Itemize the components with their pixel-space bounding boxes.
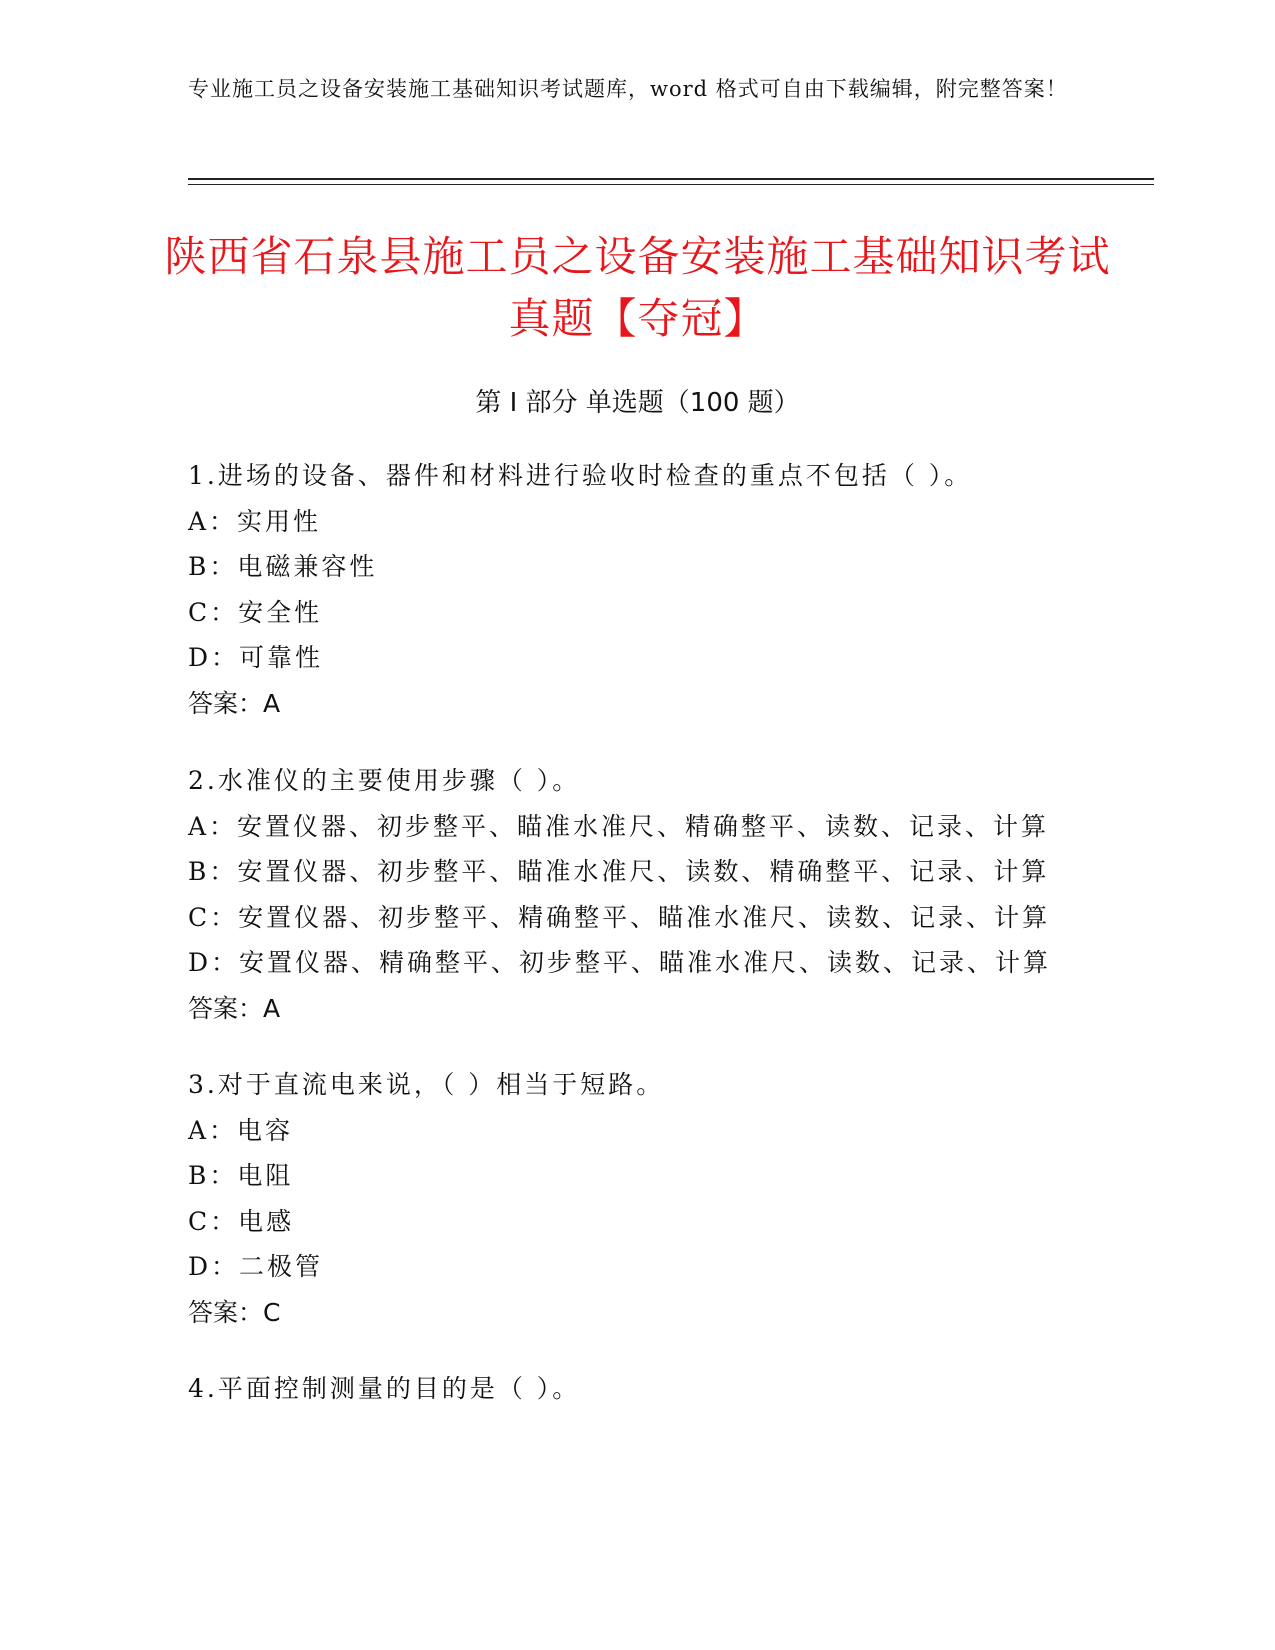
option-a: A：电容 <box>188 1115 294 1145</box>
option-d: D：可靠性 <box>188 643 324 672</box>
option-d: D：安置仪器、精确整平、初步整平、瞄准水准尺、读数、记录、计算 <box>188 948 1052 977</box>
option-d: D：二极管 <box>188 1252 324 1281</box>
option-b: B：电阻 <box>188 1161 294 1190</box>
question-stem: 3.对于直流电来说，（ ）相当于短路。 <box>188 1070 665 1099</box>
section-heading: 第 I 部分 单选题（100 题） <box>475 388 800 418</box>
document-title: 陕西省石泉县施工员之设备安装施工基础知识考试真题【夺冠】 <box>164 232 1111 343</box>
answer: 答案：A <box>188 993 281 1023</box>
question-3 <box>188 1062 1088 1335</box>
header-divider-thick <box>188 178 1154 180</box>
option-c: C：安置仪器、初步整平、精确整平、瞄准水准尺、读数、记录、计算 <box>188 902 1051 932</box>
option-b: B：安置仪器、初步整平、瞄准水准尺、读数、精确整平、记录、计算 <box>188 857 1050 886</box>
header-note: 专业施工员之设备安装施工基础知识考试题库，word 格式可自由下载编辑，附完整答案！ <box>188 77 1068 101</box>
option-a: A：实用性 <box>188 506 322 536</box>
question-1 <box>188 453 1088 726</box>
question-stem: 4.平面控制测量的目的是（ ）。 <box>188 1374 581 1403</box>
question-stem: 2.水准仪的主要使用步骤（ ）。 <box>188 766 581 795</box>
question-4 <box>188 1366 1088 1412</box>
option-c: C：电感 <box>188 1206 295 1236</box>
option-b: B：电磁兼容性 <box>188 552 378 581</box>
option-a: A：安置仪器、初步整平、瞄准水准尺、精确整平、读数、记录、计算 <box>188 811 1050 841</box>
header-divider-thin <box>188 184 1154 185</box>
question-2 <box>188 758 1088 1031</box>
question-stem: 1.进场的设备、器件和材料进行验收时检查的重点不包括（ ）。 <box>188 461 973 490</box>
option-c: C：安全性 <box>188 597 323 627</box>
answer: 答案：A <box>188 688 281 718</box>
answer: 答案：C <box>188 1297 281 1327</box>
